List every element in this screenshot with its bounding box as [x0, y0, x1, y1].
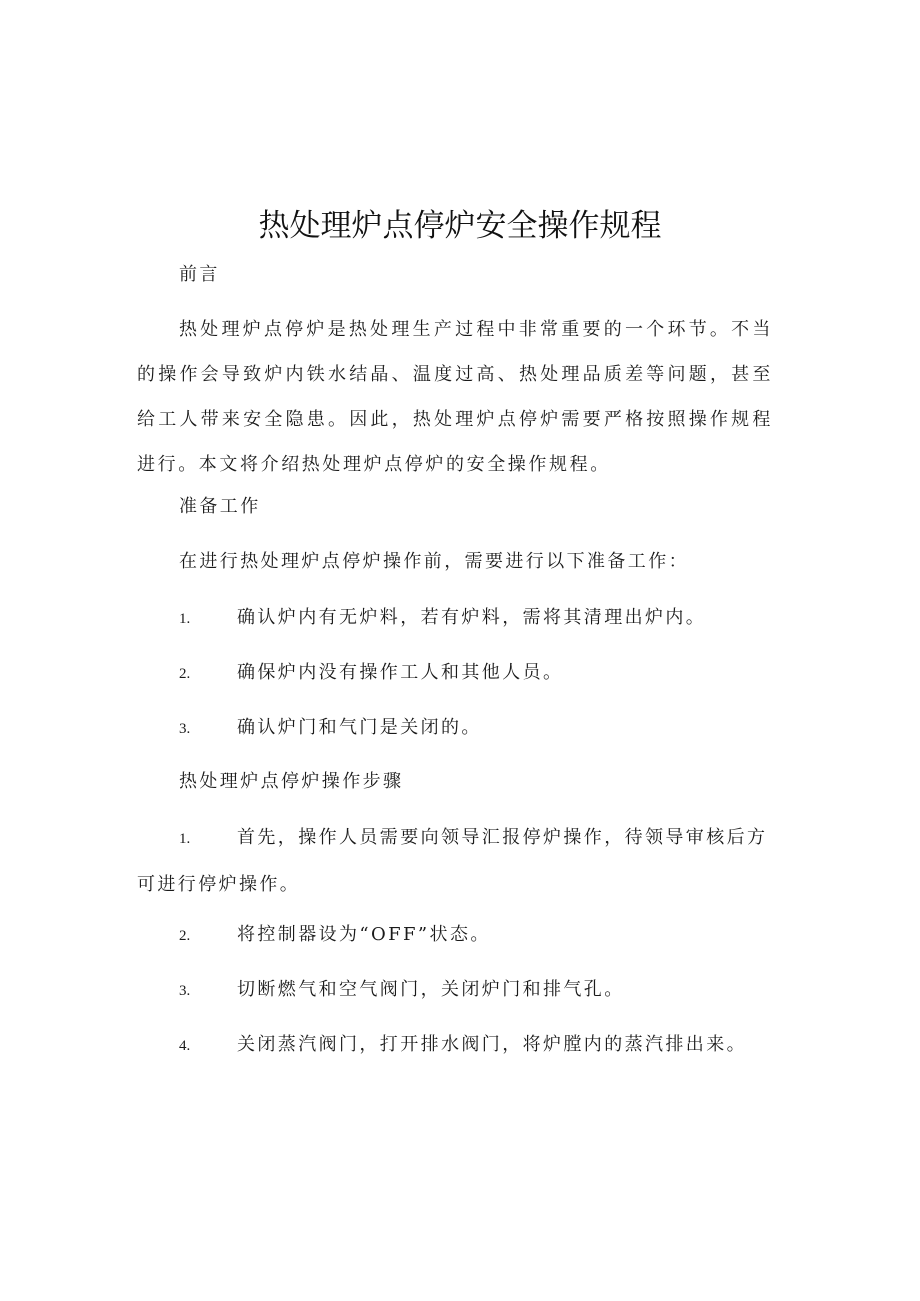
- list-item-text: 关闭蒸汽阀门，打开排水阀门，将炉膛内的蒸汽排出来。: [237, 1034, 747, 1055]
- list-item-number: 4.: [179, 1038, 191, 1054]
- list-item-text: 切断燃气和空气阀门，关闭炉门和排气孔。: [237, 979, 625, 1000]
- list-item-text: 确保炉内没有操作工人和其他人员。: [237, 662, 564, 683]
- list-item: [137, 1022, 773, 1069]
- list-item-text: 将控制器设为“OFF”状态。: [237, 924, 491, 945]
- list-item-text: 确认炉内有无炉料，若有炉料，需将其清理出炉内。: [237, 607, 707, 628]
- list-item: [137, 650, 773, 697]
- preface-heading: 前言: [179, 264, 220, 285]
- list-item-number: 2.: [179, 666, 191, 682]
- list-item: [137, 815, 773, 907]
- list-item: [137, 705, 773, 752]
- list-item: [137, 595, 773, 642]
- list-item-number: 1.: [179, 831, 191, 847]
- list-item-number: 3.: [179, 983, 191, 999]
- list-item-text: 首先，操作人员需要向领导汇报停炉操作，待领导审核后方可进行停炉操作。: [137, 827, 768, 895]
- list-item: [137, 967, 773, 1014]
- prep-heading: 准备工作: [179, 496, 261, 517]
- list-item: [137, 912, 773, 959]
- list-item-number: 2.: [179, 928, 191, 944]
- preface-paragraph: 热处理炉点停炉是热处理生产过程中非常重要的一个环节。不当的操作会导致炉内铁水结晶、温度过高、热处理品质差等问题，甚至给工人带来安全隐患。因此，热处理炉点停炉需要严格按照操作规程进行。本文将介绍热处理炉点停炉的安全操作规程。: [137, 319, 773, 475]
- list-item-number: 3.: [179, 721, 191, 737]
- document-title: 热处理炉点停炉安全操作规程: [258, 208, 662, 244]
- list-item-text: 确认炉门和气门是关闭的。: [237, 717, 482, 738]
- prep-intro: 在进行热处理炉点停炉操作前，需要进行以下准备工作：: [179, 551, 689, 572]
- list-item-number: 1.: [179, 611, 191, 627]
- steps-heading: 热处理炉点停炉操作步骤: [179, 771, 404, 792]
